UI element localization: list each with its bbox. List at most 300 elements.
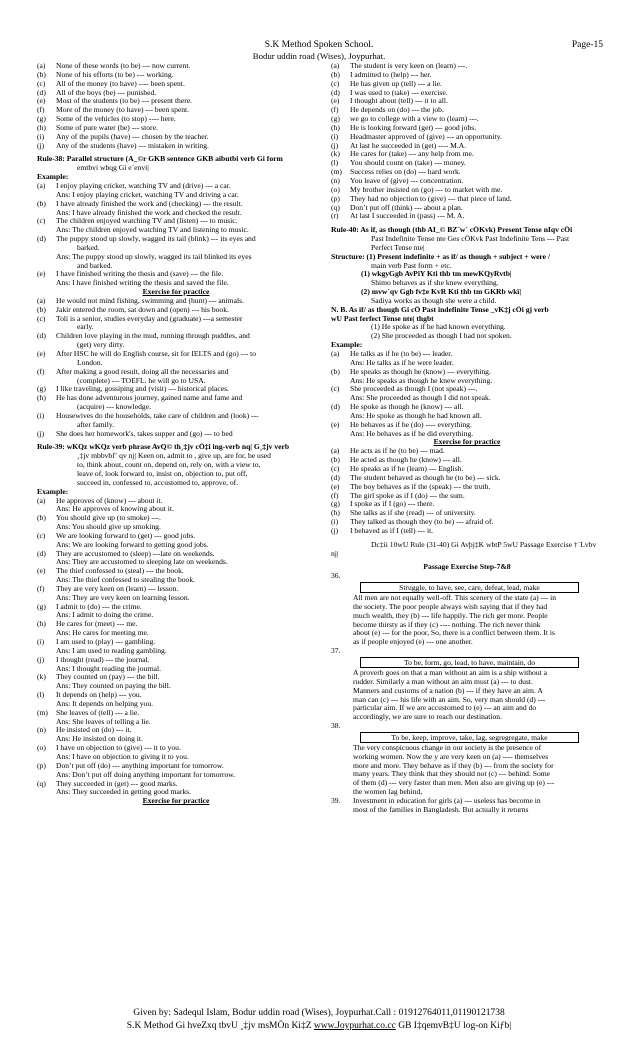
paragraph-line: become thirsty as if they (c) ---- nothing. The rich never think — [353, 620, 541, 629]
item-label: (d) — [331, 403, 340, 412]
item-label: (e) — [37, 97, 46, 106]
item-label: (g) — [331, 500, 340, 509]
passage-heading: Passage Exercise Step-7&8 — [423, 562, 511, 572]
item-text: All of the money (to have) ---- been spent. — [56, 79, 185, 88]
list-item — [331, 195, 603, 204]
section-label: Example: — [331, 341, 363, 350]
list-item — [331, 177, 603, 186]
list-item — [331, 518, 603, 527]
item-text: I like traveling, gossiping and (visit) --- historical places. — [56, 385, 229, 394]
list-item — [37, 497, 315, 506]
item-label: (h) — [331, 123, 340, 132]
item-label: (d) — [37, 549, 46, 558]
list-item — [37, 97, 315, 106]
item-label: (e) — [331, 482, 340, 491]
list-item — [37, 270, 315, 279]
paragraph-line: about (e) --- for the poor, So, there is a conflict between them. It is — [353, 629, 555, 638]
item-text: They talked as though they (to be) --- afraid of. — [350, 518, 494, 527]
paragraph-line: particular aim. If we are accustomed to (e) --- an aim and do — [353, 704, 537, 713]
paragraph-line: many years. They think that they should not (c) --- behind. Some — [353, 770, 551, 779]
list-item — [37, 780, 315, 789]
item-label: (n) — [331, 176, 340, 185]
item-label: (i) — [37, 132, 45, 141]
item-text: I was used to (take) --- exercise. — [350, 88, 448, 97]
list-item — [331, 527, 603, 536]
continuation-line: barked. — [77, 243, 100, 252]
list-item — [331, 483, 603, 492]
item-text: You should give up (to smoke) ---. — [56, 514, 161, 523]
item-label: (h) — [37, 123, 46, 132]
list-item — [331, 133, 603, 142]
section-heading: Exercise for practice — [142, 796, 210, 806]
item-label: (b) — [37, 514, 46, 523]
item-label: (j) — [37, 429, 45, 438]
item-text: She talks as if she (read) --- of university. — [350, 509, 476, 518]
continuation-line: Perfect Tense nte| — [371, 243, 425, 252]
list-item — [37, 133, 315, 142]
list-item — [37, 709, 315, 718]
item-text: She leaves of (tell) --- a lie. — [56, 708, 140, 717]
item-label: (p) — [37, 761, 46, 770]
answer-line: Ans: It depends on helping you. — [56, 699, 154, 708]
continuation-line: main verb Past form + etc. — [371, 261, 452, 270]
item-text: The student behaved as though he (to be) --- sick. — [350, 473, 501, 482]
list-item — [37, 80, 315, 89]
item-text: He behaves as if he (do) ---- everything. — [350, 420, 472, 429]
list-item — [37, 235, 315, 244]
item-text: Don’t put off (think) --- about a plan. — [350, 203, 463, 212]
list-item — [331, 509, 603, 518]
continuation-line: Sadiya works as though she were a child. — [371, 296, 497, 305]
item-label: (e) — [331, 420, 340, 429]
continuation-line: (2) She proceeded as though I had not spoken. — [371, 332, 512, 341]
section-label: Example: — [37, 173, 69, 182]
item-label: (a) — [37, 62, 46, 70]
website-link[interactable]: www.Joypurhat.co.cc — [313, 1021, 396, 1031]
item-text: I have finished writing the thesis and (save) --- the file. — [56, 270, 224, 279]
list-item — [331, 71, 603, 80]
item-label: (b) — [331, 70, 340, 79]
item-text: The student is very keen on (learn) ---. — [350, 62, 468, 70]
numbered-paragraph — [331, 797, 603, 806]
item-label: (k) — [331, 150, 340, 159]
item-label: (f) — [331, 106, 339, 115]
list-item — [37, 585, 315, 594]
item-label: (h) — [37, 620, 46, 629]
answer-line: Ans: I thought reading the journal. — [56, 664, 162, 673]
continuation-line: (get) very dirty. — [77, 341, 125, 350]
answer-line: Ans: They are accustomed to sleeping late on weekends. — [56, 558, 228, 567]
list-item — [37, 673, 315, 682]
item-text: The children enjoyed watching TV and (listen) --- to music. — [56, 217, 238, 226]
list-item — [331, 142, 603, 151]
paragraph-line: the society. The poor people always wish saying that if they had — [353, 602, 548, 611]
item-label: (c) — [331, 79, 340, 88]
item-label: (l) — [331, 159, 339, 168]
item-text: Any of the pupils (have) --- chosen by the teacher. — [56, 132, 209, 141]
list-item — [331, 500, 603, 509]
list-item — [37, 726, 315, 735]
item-label: (a) — [331, 350, 340, 358]
answer-line: Ans: I admit to doing the crime. — [56, 611, 154, 620]
item-label: (i) — [37, 638, 45, 646]
item-label: (c) — [37, 79, 46, 88]
item-text: None of his efforts (to be) --- working. — [56, 70, 174, 79]
item-text: The girl spoke as if I (do) --- the sum. — [350, 491, 465, 500]
answer-line: Ans: He speaks as though he knew everything. — [350, 376, 493, 385]
answer-line: Ans: Don’t put off doing anything important for tomorrow. — [56, 770, 236, 779]
paragraph-line: rudder. Similarly a man without an aim must (a) --- to dust. — [353, 677, 533, 686]
item-label: (i) — [331, 132, 339, 141]
item-label: (o) — [331, 185, 340, 194]
answer-line: Ans: He insisted on doing it. — [56, 735, 143, 744]
continuation-line: (acquire) --- knowledge. — [77, 403, 152, 412]
list-item — [37, 368, 315, 377]
page-number: Page-15 — [571, 40, 603, 50]
list-item — [37, 550, 315, 559]
list-item — [331, 89, 603, 98]
list-item — [37, 350, 315, 359]
item-text: They succeeded in (get) --- good marks. — [56, 779, 178, 788]
paragraph-line: much wealth, they (b) --- life happily. The rich get more. People — [353, 611, 548, 620]
list-item — [37, 217, 315, 226]
item-text: I have on objection to (give) --- it to you. — [56, 744, 181, 753]
continuation-line: leave of, look forward to, insist on, objection to, put off, — [77, 469, 248, 478]
item-label: (a) — [37, 181, 46, 190]
item-label: (o) — [37, 744, 46, 753]
footer-promo-suffix: GB I‡qemvB‡U log-on Kiƒb| — [395, 1021, 512, 1031]
list-item — [37, 142, 315, 151]
answer-line: Ans: I am used to reading gambling. — [56, 646, 167, 655]
item-label: (n) — [37, 726, 46, 735]
list-item — [331, 62, 603, 71]
list-item — [37, 297, 315, 306]
item-text: After making a good result, doing all the necessaries and — [56, 367, 229, 376]
item-text: He has done adventurous journey, gained name and fame and — [56, 394, 243, 403]
item-label: (d) — [331, 88, 340, 97]
list-item — [37, 656, 315, 665]
answer-line: Ans: The children enjoyed watching TV and listening to music. — [56, 226, 249, 235]
exercise-number: 36. — [331, 572, 341, 581]
paragraph-line: most of the families in Bangladesh. But actually it returns — [353, 805, 529, 814]
item-text: He is looking forward (get) --- good jobs. — [350, 123, 477, 132]
rule-heading: wU Past ferfect Tense nte| thgbt — [331, 314, 434, 323]
item-text: We are looking forward to (get) --- good jobs. — [56, 531, 196, 540]
item-label: (b) — [37, 199, 46, 208]
word-box: To be, form, go, lead, to have, maintain, do — [360, 657, 579, 668]
school-name: S.K Method Spoken School. — [264, 40, 374, 50]
list-item — [331, 204, 603, 213]
item-label: (d) — [37, 235, 46, 244]
list-item — [331, 474, 603, 483]
list-item — [37, 385, 315, 394]
item-label: (b) — [37, 305, 46, 314]
item-text: I behaved as if I (tell) --- it. — [350, 526, 434, 535]
item-label: (r) — [331, 212, 339, 221]
school-address: Bodur uddin road (Wises), Joypurhat. — [252, 51, 386, 61]
item-text: Most of the students (to be) --- present there. — [56, 97, 193, 106]
item-label: (j) — [37, 141, 45, 150]
item-label: (f) — [37, 584, 45, 593]
list-item — [331, 168, 603, 177]
rule-heading: N. B. As if/ as though Gi cÖ Past indefinite Tense _vK‡j cÖi gj verb — [331, 305, 549, 314]
item-text: Jakir entered the room, sat down and (open) --- his book. — [56, 305, 229, 314]
item-text: She proceeded as though I (not speak) ---. — [350, 385, 478, 394]
item-text: I have already finished the work and (checking) --- the result. — [56, 199, 243, 208]
paragraph-line: All men are not equally well-off. This scenery of the state (a) --- in — [353, 594, 556, 603]
list-item — [37, 514, 315, 523]
item-text: He spoke as though he (know) --- all. — [350, 403, 464, 412]
item-text: I am used to (play) --- gambling. — [56, 638, 156, 646]
list-item — [331, 124, 603, 133]
item-text: He talks as if he (to be) --- leader. — [350, 350, 453, 358]
item-label: (d) — [37, 88, 46, 97]
list-item — [37, 106, 315, 115]
list-item — [331, 350, 603, 359]
item-text: It depends on (help) --- you. — [56, 691, 142, 700]
item-label: (j) — [331, 526, 339, 535]
continuation-line: and barked. — [77, 261, 113, 270]
list-item — [37, 332, 315, 341]
list-item — [331, 80, 603, 89]
item-label: (g) — [37, 602, 46, 611]
list-item — [331, 186, 603, 195]
item-label: (c) — [331, 385, 340, 394]
rule-heading: Rule-38: Parallel structure (A_©r GKB sentence GKB aibutbi verb Gi form — [37, 155, 283, 164]
answer-line: Ans: They counted on paying the bill. — [56, 682, 171, 691]
paragraph-line: of them (d) --- very faster than men. Men also are giving up (e) --- — [353, 779, 555, 788]
continuation-line: (1) wkgyGgb AvPiY Kti thb tm mewKQyRvtb| — [361, 270, 512, 279]
list-item — [37, 430, 315, 439]
rule-heading: Structure: (1) Present indefinite + as if/ as though + subject + were / — [331, 252, 551, 261]
item-label: (e) — [37, 270, 46, 279]
exercise-number: 39. — [331, 796, 341, 805]
item-label: (c) — [37, 314, 46, 323]
right-column — [331, 62, 603, 1006]
exercise-number: 38. — [331, 722, 341, 731]
answer-line: Ans: The thief confessed to stealing the book. — [56, 576, 196, 585]
item-label: (e) — [331, 97, 340, 106]
page-footer — [0, 1007, 638, 1033]
item-text: The boy behaves as if the (speak) --- the truth. — [350, 482, 491, 491]
item-text: I spoke as if I (go) --- there. — [350, 500, 435, 509]
footer-promo-text: S.K Method Gi hveZxq tbvU ¸‡jv msMÖn Ki‡Z — [126, 1021, 314, 1031]
item-text: All of the boys (be) --- punished. — [56, 88, 157, 97]
paragraph-line: as if people enjoyed (e) --- one another. — [353, 638, 473, 647]
list-item — [331, 447, 603, 456]
answer-line: Ans: She leaves of telling a lie. — [56, 717, 151, 726]
item-label: (c) — [37, 531, 46, 540]
item-label: (c) — [331, 464, 340, 473]
list-item — [37, 638, 315, 647]
item-text: They are accustomed to (sleep) ---late on weekends. — [56, 549, 215, 558]
answer-line: Ans: They succeeded in getting good marks. — [56, 788, 192, 797]
item-label: (i) — [331, 518, 339, 527]
page-header — [0, 40, 638, 62]
list-item — [37, 124, 315, 133]
answer-line: Ans: I have finished writing the thesis and saved the file. — [56, 279, 229, 288]
item-text: My brother insisted on (go) --- to market with me. — [350, 185, 503, 194]
answer-line: Ans: He talks as if he were leader. — [350, 358, 454, 367]
item-label: (l) — [37, 691, 45, 700]
answer-line: Ans: The puppy stood up slowly, wagged its tail blinked its eyes — [56, 252, 252, 261]
item-label: (a) — [37, 296, 46, 305]
list-item — [37, 182, 315, 191]
item-text: we go to college with a view to (learn) ---. — [350, 115, 479, 124]
item-text: Some of pure water (be) --- store. — [56, 123, 158, 132]
list-item — [37, 306, 315, 315]
item-text: After HSC he will do English course, sit for IELTS and (go) --- to — [56, 350, 257, 358]
item-label: (j) — [331, 141, 339, 150]
item-label: (g) — [331, 115, 340, 124]
item-text: More of the money (to have) --- been spent. — [56, 106, 190, 115]
paragraph-line: the women lag behind, — [353, 788, 423, 797]
continuation-line: London. — [77, 358, 103, 367]
list-item — [331, 403, 603, 412]
list-item — [331, 150, 603, 159]
item-text: You leave of (give) --- concentration. — [350, 176, 464, 185]
continuation-line: Dc‡ii 10wU Rule (31-40) Gi Avþj‡K wbtP 5wU Passage Exercise †`Lvbv — [371, 540, 597, 549]
item-text: The puppy stood up slowly, wagged its tail (blink) --- its eyes and — [56, 235, 256, 244]
item-text: He insisted on (do) --- it. — [56, 726, 132, 735]
paragraph-line: accordingly, we are sure to reach our destination. — [353, 713, 503, 722]
answer-line: Ans: She proceeded as though I did not speak. — [350, 394, 491, 403]
item-text: I thought (read) --- the journal. — [56, 655, 150, 664]
answer-line: Ans: They are very keen on learning lesson. — [56, 593, 190, 602]
item-text: At last I succeeded in (pass) --- M. A. — [350, 212, 465, 221]
word-box: Struggle, to have, see, care, defeat, lead, make — [360, 582, 579, 593]
list-item — [37, 89, 315, 98]
continuation-line: ¸‡jv mbbvbf¨ qv nj| Keen on, admit to , give up, are for, be used — [77, 452, 271, 461]
item-label: (m) — [331, 168, 342, 177]
list-item — [331, 212, 603, 221]
list-item — [37, 603, 315, 612]
answer-line: Ans: He spoke as though he had known all. — [350, 411, 482, 420]
text-line: nj| — [331, 549, 339, 558]
answer-line: Ans: He approves of knowing about it. — [56, 505, 174, 514]
list-item — [37, 620, 315, 629]
item-label: (c) — [37, 217, 46, 226]
item-label: (b) — [37, 70, 46, 79]
item-label: (a) — [37, 496, 46, 505]
continuation-line: Past Indefinite Tense nte Ges cÖKvk Past Indefinite Tens --- Past — [371, 235, 570, 244]
list-item — [37, 71, 315, 80]
continuation-line: (2) mvw`qv Ggb fv‡e KvR Kti thb tm GKRb wkï| — [361, 288, 522, 297]
item-text: At last he succeeded in (get) ---- M.A. — [350, 141, 467, 150]
list-item — [331, 421, 603, 430]
rule-heading: Rule-39: wKQz wKQz verb phrase AvQ© th¸‡jv cÖ‡i ing-verb nq| G¸‡jv verb — [37, 443, 290, 452]
item-label: (i) — [37, 411, 45, 420]
item-label: (a) — [331, 447, 340, 456]
item-label: (q) — [37, 779, 46, 788]
item-text: I thought about (tell) --- it to all. — [350, 97, 448, 106]
section-label: Example: — [37, 487, 69, 496]
list-item — [37, 567, 315, 576]
list-item — [331, 385, 603, 394]
item-label: (j) — [37, 655, 45, 664]
list-item — [331, 456, 603, 465]
paragraph-line: The very conspicuous change in our society is the presence of — [353, 743, 542, 752]
item-label: (p) — [331, 194, 340, 203]
list-item — [37, 315, 315, 324]
item-text: He has given up (tell) --- a lie. — [350, 79, 442, 88]
item-text: He depends on (do) --- the job. — [350, 106, 444, 115]
item-text: He speaks as if he (learn) --- English. — [350, 464, 464, 473]
list-item — [37, 744, 315, 753]
list-item — [37, 62, 315, 71]
item-label: (g) — [37, 115, 46, 124]
answer-line: Ans: He cares for meeting me. — [56, 629, 149, 638]
item-text: None of these words (to be) --- now current. — [56, 62, 191, 70]
list-item — [37, 115, 315, 124]
footer-promo — [0, 1020, 638, 1033]
item-text: You should count on (take) --- money. — [350, 159, 466, 168]
list-item — [37, 412, 315, 421]
item-text: He cares for (take) --- any help from me. — [350, 150, 474, 159]
item-label: (h) — [331, 509, 340, 518]
list-item — [37, 532, 315, 541]
list-item — [331, 106, 603, 115]
list-item — [331, 159, 603, 168]
footer-contact: Given by: Sadequl Islam, Bodur uddin road (Wises), Joypurhat.Call : 01912764011,01190121738 — [133, 1008, 505, 1018]
item-label: (f) — [37, 367, 45, 376]
item-text: Children love playing in the mud, running through puddles, and — [56, 332, 250, 341]
list-item — [37, 394, 315, 403]
item-label: (e) — [37, 350, 46, 358]
list-item — [331, 465, 603, 474]
item-label: (k) — [37, 673, 46, 682]
item-text: Headmaster approved of (give) --- an opportunity. — [350, 132, 502, 141]
item-label: (b) — [331, 367, 340, 376]
paragraph-line: working women. Now the y are very keen on (a) ---- themselves — [353, 752, 549, 761]
list-item — [331, 97, 603, 106]
item-text: They counted on (pay) --- the bill. — [56, 673, 160, 682]
answer-line: Ans: I have already finished the work and checked the result. — [56, 208, 242, 217]
item-label: (e) — [37, 567, 46, 576]
item-label: (h) — [37, 394, 46, 403]
paragraph-line: A proverb goes on that a man without an aim is a ship without a — [353, 669, 548, 677]
continuation-line: (1) He spoke as if he had known everything. — [371, 323, 506, 332]
item-label: (f) — [37, 106, 45, 115]
continuation-line: early. — [77, 323, 94, 332]
item-text: He cares for (meet) --- me. — [56, 620, 138, 629]
list-item — [331, 115, 603, 124]
continuation-line: after family. — [77, 420, 115, 429]
list-item — [331, 492, 603, 501]
item-label: (q) — [331, 203, 340, 212]
item-text: They had no objection to (give) --- that piece of land. — [350, 194, 512, 203]
continuation-line: to, think about, count on, depend on, rely on, with a view to, — [77, 461, 261, 470]
word-box: To be, keep, improve, take, lag, segregregate, make — [360, 732, 579, 743]
item-text: Don’t put off (do) --- anything important for tomorrow. — [56, 761, 224, 770]
item-label: (m) — [37, 708, 48, 717]
paragraph-line: Manners and customs of a nation (b) --- if they have an aim. A — [353, 686, 543, 695]
item-label: (d) — [331, 473, 340, 482]
item-text: He acted as though he (know) --- all. — [350, 456, 462, 465]
answer-line: Ans: We are looking forward to getting good jobs. — [56, 540, 209, 549]
continuation-line: succeed in, confessed to, accustomed to, approve, of. — [77, 478, 239, 487]
item-label: (b) — [331, 456, 340, 465]
item-text: The thief confessed to (steal) --- the book. — [56, 567, 184, 576]
item-text: He acts as if he (to be) --- mad. — [350, 447, 445, 456]
item-label: (a) — [331, 62, 340, 70]
item-text: Housewives do the households, take care of children and (look) --- — [56, 411, 259, 420]
continuation-line: emtbvi wbqg Gi e¨envi| — [77, 164, 149, 173]
item-text: She does her homework's, takes supper and (go) --- to bed — [56, 429, 233, 438]
answer-line: Ans: I have on objection to giving it to you. — [56, 752, 189, 761]
item-label: (g) — [37, 385, 46, 394]
item-text: He speaks as though he (know) --- everything. — [350, 367, 491, 376]
